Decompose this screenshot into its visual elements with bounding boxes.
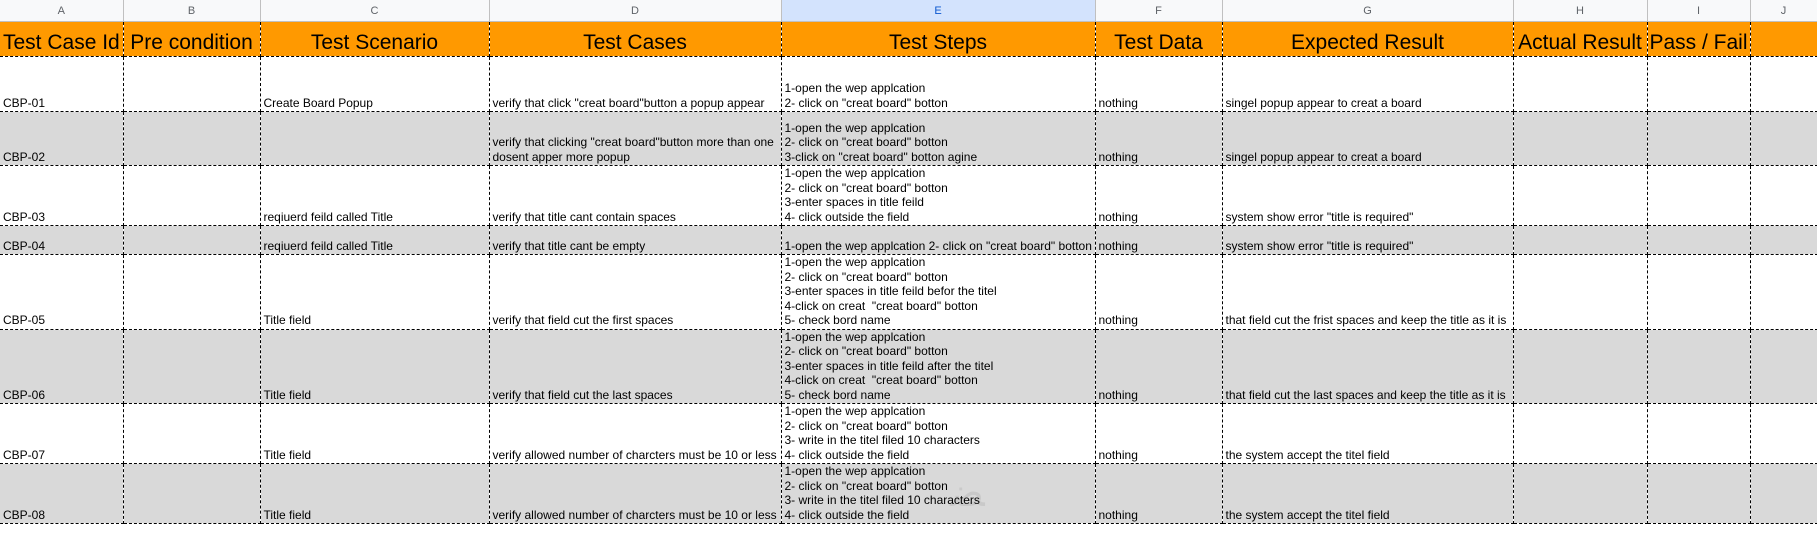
cell-test-scenario[interactable]: reqiuerd feild called Title [260,226,489,255]
cell-pass-fail[interactable] [1647,112,1750,166]
cell-test-case-id[interactable]: CBP-06 [0,329,123,404]
cell-pre-condition[interactable] [123,226,260,255]
cell-test-steps[interactable]: 1-open the wep applcation 2- click on "creat board" botton 3- write in the titel filed 10 characters 4- click outside the field [781,404,1095,464]
cell-test-case-id[interactable]: CBP-01 [0,57,123,112]
header-cell-test-case-id[interactable]: Test Case Id [0,22,123,57]
cell-test-scenario[interactable]: Title field [260,329,489,404]
cell-pass-fail[interactable] [1647,57,1750,112]
table-row [0,255,1817,330]
cell-pass-fail[interactable] [1647,329,1750,404]
cell-test-case-id[interactable]: CBP-02 [0,112,123,166]
cell-test-scenario[interactable]: Title field [260,464,489,524]
cell-actual-result[interactable] [1513,329,1647,404]
column-header-c[interactable]: C [260,0,489,22]
cell-pre-condition[interactable] [123,112,260,166]
cell-extra[interactable] [1750,329,1817,404]
header-cell-test-cases[interactable]: Test Cases [489,22,781,57]
cell-test-scenario[interactable]: Title field [260,404,489,464]
cell-test-steps[interactable]: 1-open the wep applcation 2- click on "creat board" botton [781,57,1095,112]
cell-pass-fail[interactable] [1647,166,1750,226]
cell-extra[interactable] [1750,112,1817,166]
cell-test-data[interactable]: nothing [1095,329,1222,404]
cell-pre-condition[interactable] [123,464,260,524]
cell-test-scenario[interactable]: reqiuerd feild called Title [260,166,489,226]
cell-actual-result[interactable] [1513,166,1647,226]
cell-extra[interactable] [1750,57,1817,112]
cell-test-steps[interactable]: 1-open the wep applcation 2- click on "creat board" botton 3- write in the titel filed 10 characters 4- click outside the field [781,464,1095,524]
cell-extra[interactable] [1750,255,1817,330]
column-header-e[interactable]: E [781,0,1095,22]
cell-pre-condition[interactable] [123,329,260,404]
cell-expected-result[interactable]: singel popup appear to creat a board [1222,57,1513,112]
column-header-d[interactable]: D [489,0,781,22]
cell-actual-result[interactable] [1513,226,1647,255]
cell-extra[interactable] [1750,166,1817,226]
column-header-j[interactable]: J [1750,0,1817,22]
cell-pass-fail[interactable] [1647,464,1750,524]
column-header-g[interactable]: G [1222,0,1513,22]
cell-test-steps[interactable]: 1-open the wep applcation 2- click on "creat board" botton 3-click on "creat board" botton agine [781,112,1095,166]
cell-expected-result[interactable]: the system accept the titel field [1222,464,1513,524]
column-header-b[interactable]: B [123,0,260,22]
header-cell-expected-result[interactable]: Expected Result [1222,22,1513,57]
table-row [0,226,1817,255]
table-row [0,166,1817,226]
cell-test-case[interactable]: verify that title cant contain spaces [489,166,781,226]
cell-test-case[interactable]: verify that clicking "creat board"button more than one dosent apper more popup [489,112,781,166]
cell-actual-result[interactable] [1513,57,1647,112]
cell-actual-result[interactable] [1513,112,1647,166]
cell-test-case[interactable]: verify that field cut the last spaces [489,329,781,404]
cell-pass-fail[interactable] [1647,226,1750,255]
cell-extra[interactable] [1750,404,1817,464]
cell-pass-fail[interactable] [1647,404,1750,464]
header-cell-pass-fail[interactable]: Pass / Fail [1647,22,1750,57]
cell-test-case-id[interactable]: CBP-03 [0,166,123,226]
cell-test-case-id[interactable]: CBP-05 [0,255,123,330]
column-header-h[interactable]: H [1513,0,1647,22]
cell-expected-result[interactable]: singel popup appear to creat a board [1222,112,1513,166]
cell-test-scenario[interactable]: Create Board Popup [260,57,489,112]
table-row [0,464,1817,524]
cell-expected-result[interactable]: system show error "title is required" [1222,166,1513,226]
column-header-a[interactable]: A [0,0,123,22]
header-cell-pre-condition[interactable]: Pre condition [123,22,260,57]
cell-test-scenario[interactable] [260,112,489,166]
column-letters-row [0,0,1817,22]
cell-test-data[interactable]: nothing [1095,226,1222,255]
cell-test-data[interactable]: nothing [1095,112,1222,166]
cell-test-case[interactable]: verify that title cant be empty [489,226,781,255]
header-cell-empty[interactable] [1750,22,1817,57]
cell-actual-result[interactable] [1513,255,1647,330]
cell-pre-condition[interactable] [123,404,260,464]
table-row [0,57,1817,112]
cell-expected-result[interactable]: system show error "title is required" [1222,226,1513,255]
cell-extra[interactable] [1750,464,1817,524]
cell-test-case-id[interactable]: CBP-07 [0,404,123,464]
cell-test-steps[interactable]: 1-open the wep applcation 2- click on "creat board" botton [781,226,1095,255]
cell-expected-result[interactable]: that field cut the last spaces and keep the title as it is [1222,329,1513,404]
cell-test-data[interactable]: nothing [1095,57,1222,112]
cell-actual-result[interactable] [1513,404,1647,464]
cell-test-case[interactable]: verify that click "creat board"button a popup appear [489,57,781,112]
cell-extra[interactable] [1750,226,1817,255]
cell-test-case[interactable]: verify allowed number of charcters must be 10 or less [489,464,781,524]
cell-actual-result[interactable] [1513,464,1647,524]
header-cell-test-steps[interactable]: Test Steps [781,22,1095,57]
cell-pre-condition[interactable] [123,57,260,112]
cell-test-data[interactable]: nothing [1095,464,1222,524]
header-cell-actual-result[interactable]: Actual Result [1513,22,1647,57]
column-header-f[interactable]: F [1095,0,1222,22]
cell-test-steps[interactable]: 1-open the wep applcation 2- click on "creat board" botton 3-enter spaces in title feild 4- click outside the field [781,166,1095,226]
cell-pre-condition[interactable] [123,166,260,226]
cell-pre-condition[interactable] [123,255,260,330]
cell-expected-result[interactable]: the system accept the titel field [1222,404,1513,464]
column-header-i[interactable]: I [1647,0,1750,22]
cell-test-case[interactable]: verify allowed number of charcters must be 10 or less [489,404,781,464]
cell-test-steps[interactable]: 1-open the wep applcation 2- click on "creat board" botton 3-enter spaces in title feild befor the titel 4-click on creat "creat board" botton 5- check bord name [781,255,1095,330]
cell-test-case-id[interactable]: CBP-08 [0,464,123,524]
header-cell-test-scenario[interactable]: Test Scenario [260,22,489,57]
table-row [0,329,1817,404]
table-row [0,404,1817,464]
header-row [0,22,1817,57]
cell-pass-fail[interactable] [1647,255,1750,330]
cell-test-case[interactable]: verify that field cut the first spaces [489,255,781,330]
cell-test-case-id[interactable]: CBP-04 [0,226,123,255]
header-cell-test-data[interactable]: Test Data [1095,22,1222,57]
table-row [0,112,1817,166]
cell-test-data[interactable]: nothing [1095,255,1222,330]
cell-test-steps[interactable]: 1-open the wep applcation 2- click on "creat board" botton 3-enter spaces in title feild after the titel 4-click on creat "creat board" botton 5- check bord name [781,329,1095,404]
cell-test-scenario[interactable]: Title field [260,255,489,330]
cell-expected-result[interactable]: that field cut the frist spaces and keep the title as it is [1222,255,1513,330]
cell-test-data[interactable]: nothing [1095,166,1222,226]
cell-test-data[interactable]: nothing [1095,404,1222,464]
